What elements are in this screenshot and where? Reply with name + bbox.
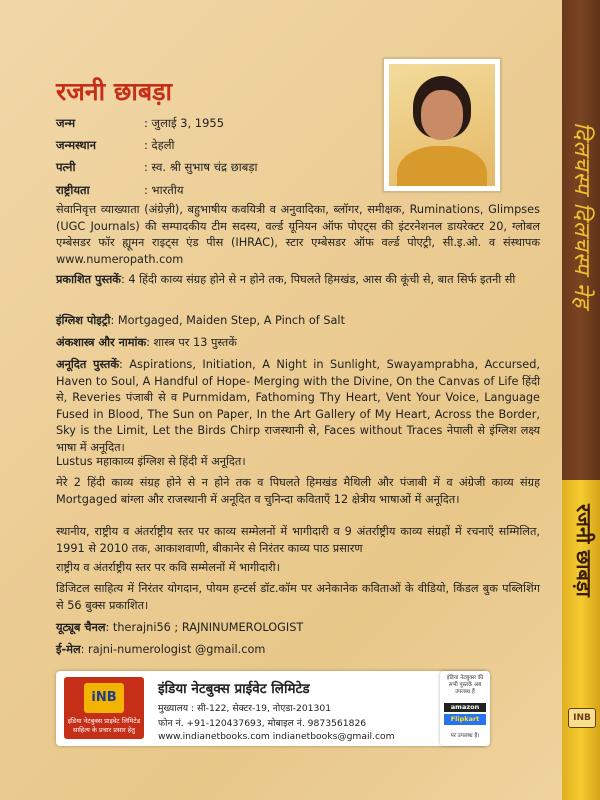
bio-paragraph: सेवानिवृत्त व्याख्याता (अंग्रेज़ी), बहुभाषीय कवयित्री व अनुवादिका, ब्लॉगर, समीक्षक, Ruminations, Glimpses (UGC Journals) की सम्पादकीय टीम सदस्य, वर्ल्ड यूनियन ऑफ पोएट्स की इंटरनेशनल डायरेक्टर 20, ग्लोबल एम्बेसडर फॉर ह्यूमन राइट्स एंड पीस (IHRAC), स्टार एम्बेसडर ऑफ वर्ल्ड पोएट्री, सी.इ.ओ. व संस्थापक www.numeropath.com [56, 203, 540, 266]
english-poetry [56, 313, 540, 330]
publisher-address: मुख्यालय : सी-122, सेक्टर-19, नोएडा-201301 [158, 703, 332, 714]
portrait-clothing [397, 146, 487, 186]
spine-author: रजनी छाबड़ा [572, 503, 596, 597]
retailer-top-text: इंडिया नेटबुक्स की सभी पुस्तकें अब उपलब्ध हैं [446, 675, 484, 695]
nationality-label: राष्ट्रीयता [56, 183, 90, 197]
numerology-books [56, 335, 540, 352]
retailer-bottom-text: पर उपलब्ध है। [450, 733, 480, 739]
publisher-box [56, 671, 486, 746]
publisher-logo-caption: इंडिया नेटबुक्स प्राइवेट लिमिटेड साहित्य के प्रचार प्रसार हेतु [67, 717, 141, 734]
translated-books [56, 357, 540, 456]
numerology-label: अंकशास्त्र और नामांक [56, 336, 147, 349]
flipkart-logo: Flipkart [444, 714, 486, 725]
youtube-text: : therajni56 ; RAJNINUMEROLOGIST [105, 621, 304, 634]
email-line [56, 642, 540, 659]
numerology-text: : शास्त्र पर 13 पुस्तकें [146, 336, 237, 349]
publisher-web: www.indianetbooks.com indianetbooks@gmail.com [158, 731, 395, 742]
birth-row [56, 116, 224, 131]
birthplace-row [56, 138, 175, 153]
youtube-line [56, 620, 540, 637]
birth-label: जन्म [56, 116, 76, 130]
amazon-logo: amazon [444, 703, 486, 712]
youtube-label: यूट्यूब चैनल [56, 621, 106, 634]
spouse-row [56, 160, 257, 175]
nationality-row [56, 183, 184, 198]
participation-paragraph: स्थानीय, राष्ट्रीय व अंतर्राष्ट्रीय स्तर पर काव्य सम्मेलनों में भागीदारी व 9 अंतर्राष्ट्रीय काव्य संग्रहों में रचनाएँ सम्मिलित, 1991 से 2010 तक, आकाशवाणी, बीकानेर से निरंतर काव्य पाठ प्रसारण [56, 525, 540, 555]
digital-paragraph: डिजिटल साहित्य में निरंतर योगदान, पोयम हन्टर्स डॉट.कॉम पर अनेकानेक कविताओं के वीडियो, किंडल बुक पब्लिशिंग से 56 बुक्स प्रकाशित। [56, 582, 540, 612]
spouse-label: पत्नी [56, 160, 76, 174]
published-text: : 4 हिंदी काव्य संग्रह होने से न होने तक, पिघलते हिमखंड, आस की कूंची से, बात सिर्फ इतनी सी [120, 273, 516, 286]
publisher-phone: फोन नं. +91-120437693, मोबाइल नं. 9873561826 [158, 718, 367, 729]
publisher-name: इंडिया नेटबुक्स प्राईवेट लिमिटेड [158, 681, 310, 697]
translated-label: अनूदित पुस्तकें [56, 358, 120, 371]
poet-meets-line: राष्ट्रीय व अंतर्राष्ट्रीय स्तर पर कवि सम्मेलनों में भागीदारी। [56, 561, 280, 574]
email-text: : rajni-numerologist @gmail.com [80, 643, 266, 656]
email-label: ई-मेल [56, 643, 81, 656]
spine-title: दिलचस्प दिलचस्प नेह [569, 121, 594, 309]
translated-text: : Aspirations, Initiation, A Night in Sunlight, Swayamprabha, Accursed, Haven to Soul, A Handful of Hope- Merging with the Divine, On the Canvas of Life हिंदी से, Reveries पंजाबी से व Purnmidam, Fathoming Thy Heart, Vent Your Voice, Language Fused in Blood, The Sun on Paper, In the Art Gallery of My Heart, Across the Border, Sky is the Limit, Let the Birds Chirp राजस्थानी से, Faces without Traces नेपाली से इंग्लिश लक्ष्य भाषा में अनूदित। [56, 358, 540, 454]
birth-value: : जुलाई 3, 1955 [144, 116, 225, 130]
publisher-logo [64, 677, 144, 739]
nationality-value: : भारतीय [144, 183, 184, 197]
collections-paragraph: मेरे 2 हिंदी काव्य संग्रह होने से न होने तक व पिघलते हिमखंड मैथिली और पंजाबी में व अंग्रेजी काव्य संग्रह Mortgaged बांग्ला और राजस्थानी में अनूदित व चुनिन्दा कविताएँ 12 क्षेत्रीय भाषाओं में अनूदित। [56, 476, 540, 506]
lustus-line: Lustus महाकाव्य इंग्लिश से हिंदी में अनूदित। [56, 455, 246, 468]
spine-publisher-logo: INB [568, 708, 596, 728]
author-portrait [389, 64, 495, 186]
retailer-box [440, 671, 490, 746]
published-books [56, 272, 540, 289]
publisher-logo-mark: iNB [84, 683, 124, 713]
english-poetry-label: इंग्लिश पोइट्री [56, 314, 111, 327]
spouse-value: : स्व. श्री सुभाष चंद्र छाबड़ा [144, 160, 258, 174]
birthplace-label: जन्मस्थान [56, 138, 97, 152]
birthplace-value: : देहली [144, 138, 175, 152]
published-label: प्रकाशित पुस्तकें [56, 273, 121, 286]
english-poetry-text: : Mortgaged, Maiden Step, A Pinch of Salt [110, 314, 346, 327]
portrait-face [421, 90, 463, 140]
book-spine [562, 0, 600, 800]
author-name: रजनी छाबड़ा [56, 77, 172, 106]
author-photo [383, 58, 501, 192]
